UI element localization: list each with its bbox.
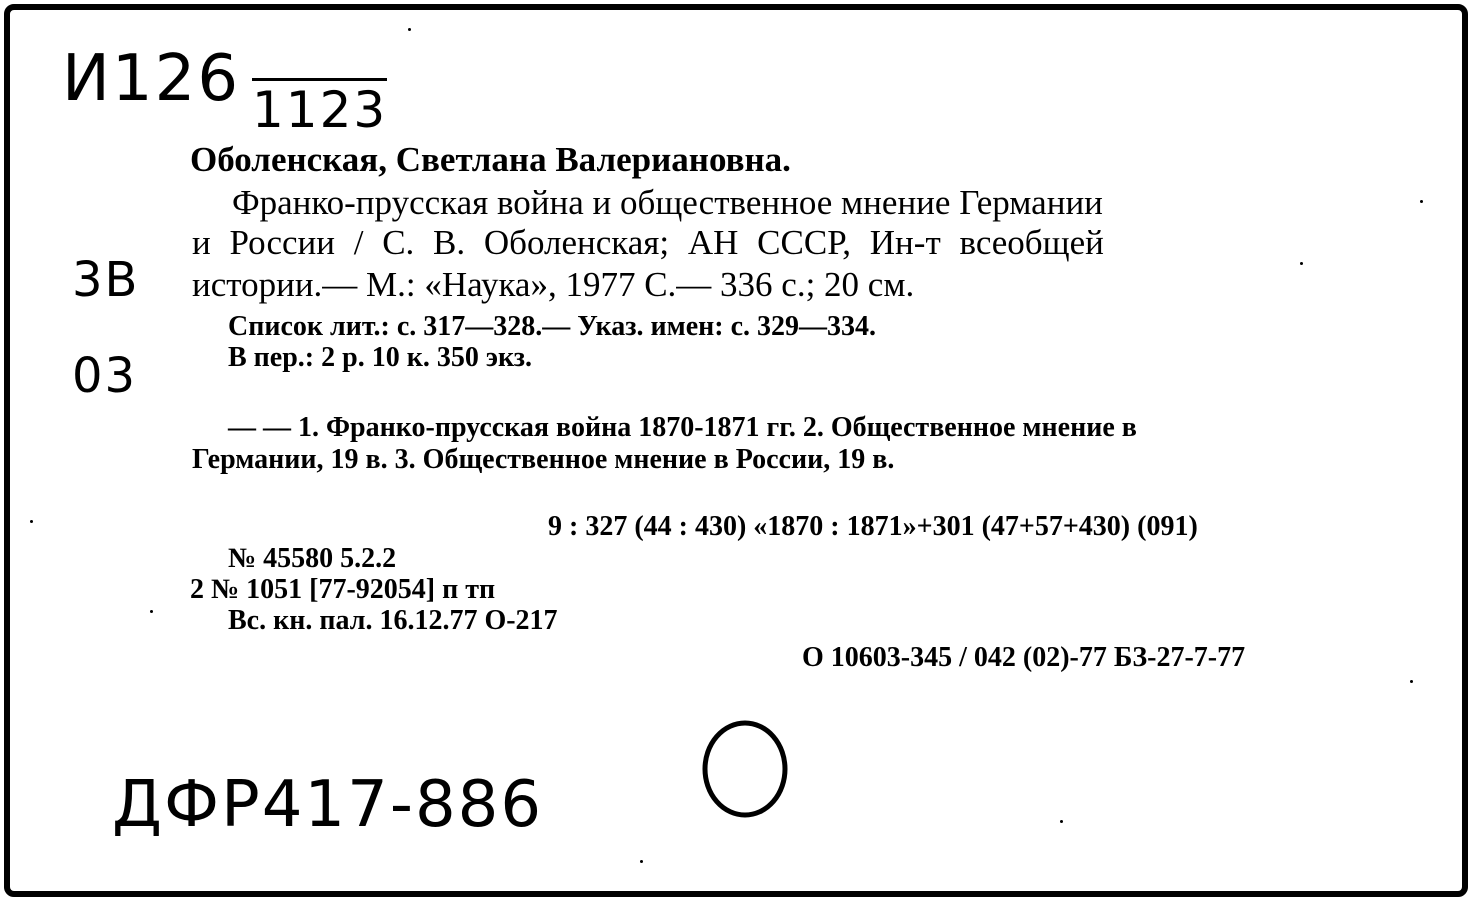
scan-speck [150,610,153,613]
scan-speck [1410,680,1413,683]
title-line-3: истории.— М.: «Наука», 1977 С.— 336 с.; 20 см. [192,265,915,304]
scan-speck [1060,820,1063,823]
notes-line-1: Список лит.: с. 317—328.— Указ. имен: с. 329—334. [228,311,877,342]
subjects-line-1: — — 1. Франко-прусская война 1870-1871 гг. 2. Общественное мнение в [228,412,1137,443]
handwritten-code-2: 03 [72,348,138,404]
book-chamber-line: Вс. кн. пал. 16.12.77 О-217 [228,605,558,636]
title-line-2: и России / С. В. Оболенская; АН СССР, Ин-т всеобщей [192,223,1104,262]
handwritten-shelf-sub: 1123 [252,78,387,139]
classification-index: 9 : 327 (44 : 430) «1870 : 1871»+301 (47+57+430) (091) [548,511,1198,542]
scan-speck [640,860,643,863]
record-number-2: 2 № 1051 [77-92054] п тп [190,574,496,605]
title-line-1: Франко-прусская война и общественное мнение Германии [232,183,1103,222]
scan-speck [30,520,33,523]
subjects-line-2: Германии, 19 в. 3. Общественное мнение в России, 19 в. [192,444,895,475]
handwritten-code-1: 3В [72,252,140,308]
handwritten-bottom-code: ДФР417-886 [112,768,544,842]
handwritten-shelf-mark: И126 [62,42,241,116]
scan-speck [408,28,411,31]
scan-speck [1300,262,1303,265]
handwritten-circle [698,716,792,822]
record-number-1: № 45580 5.2.2 [228,543,397,574]
publication-index: О 10603-345 / 042 (02)-77 БЗ-27-7-77 [802,642,1246,673]
author-heading: Оболенская, Светлана Валериановна. [190,140,791,179]
scan-speck [1420,200,1423,203]
notes-line-2: В пер.: 2 р. 10 к. 350 экз. [228,342,532,373]
